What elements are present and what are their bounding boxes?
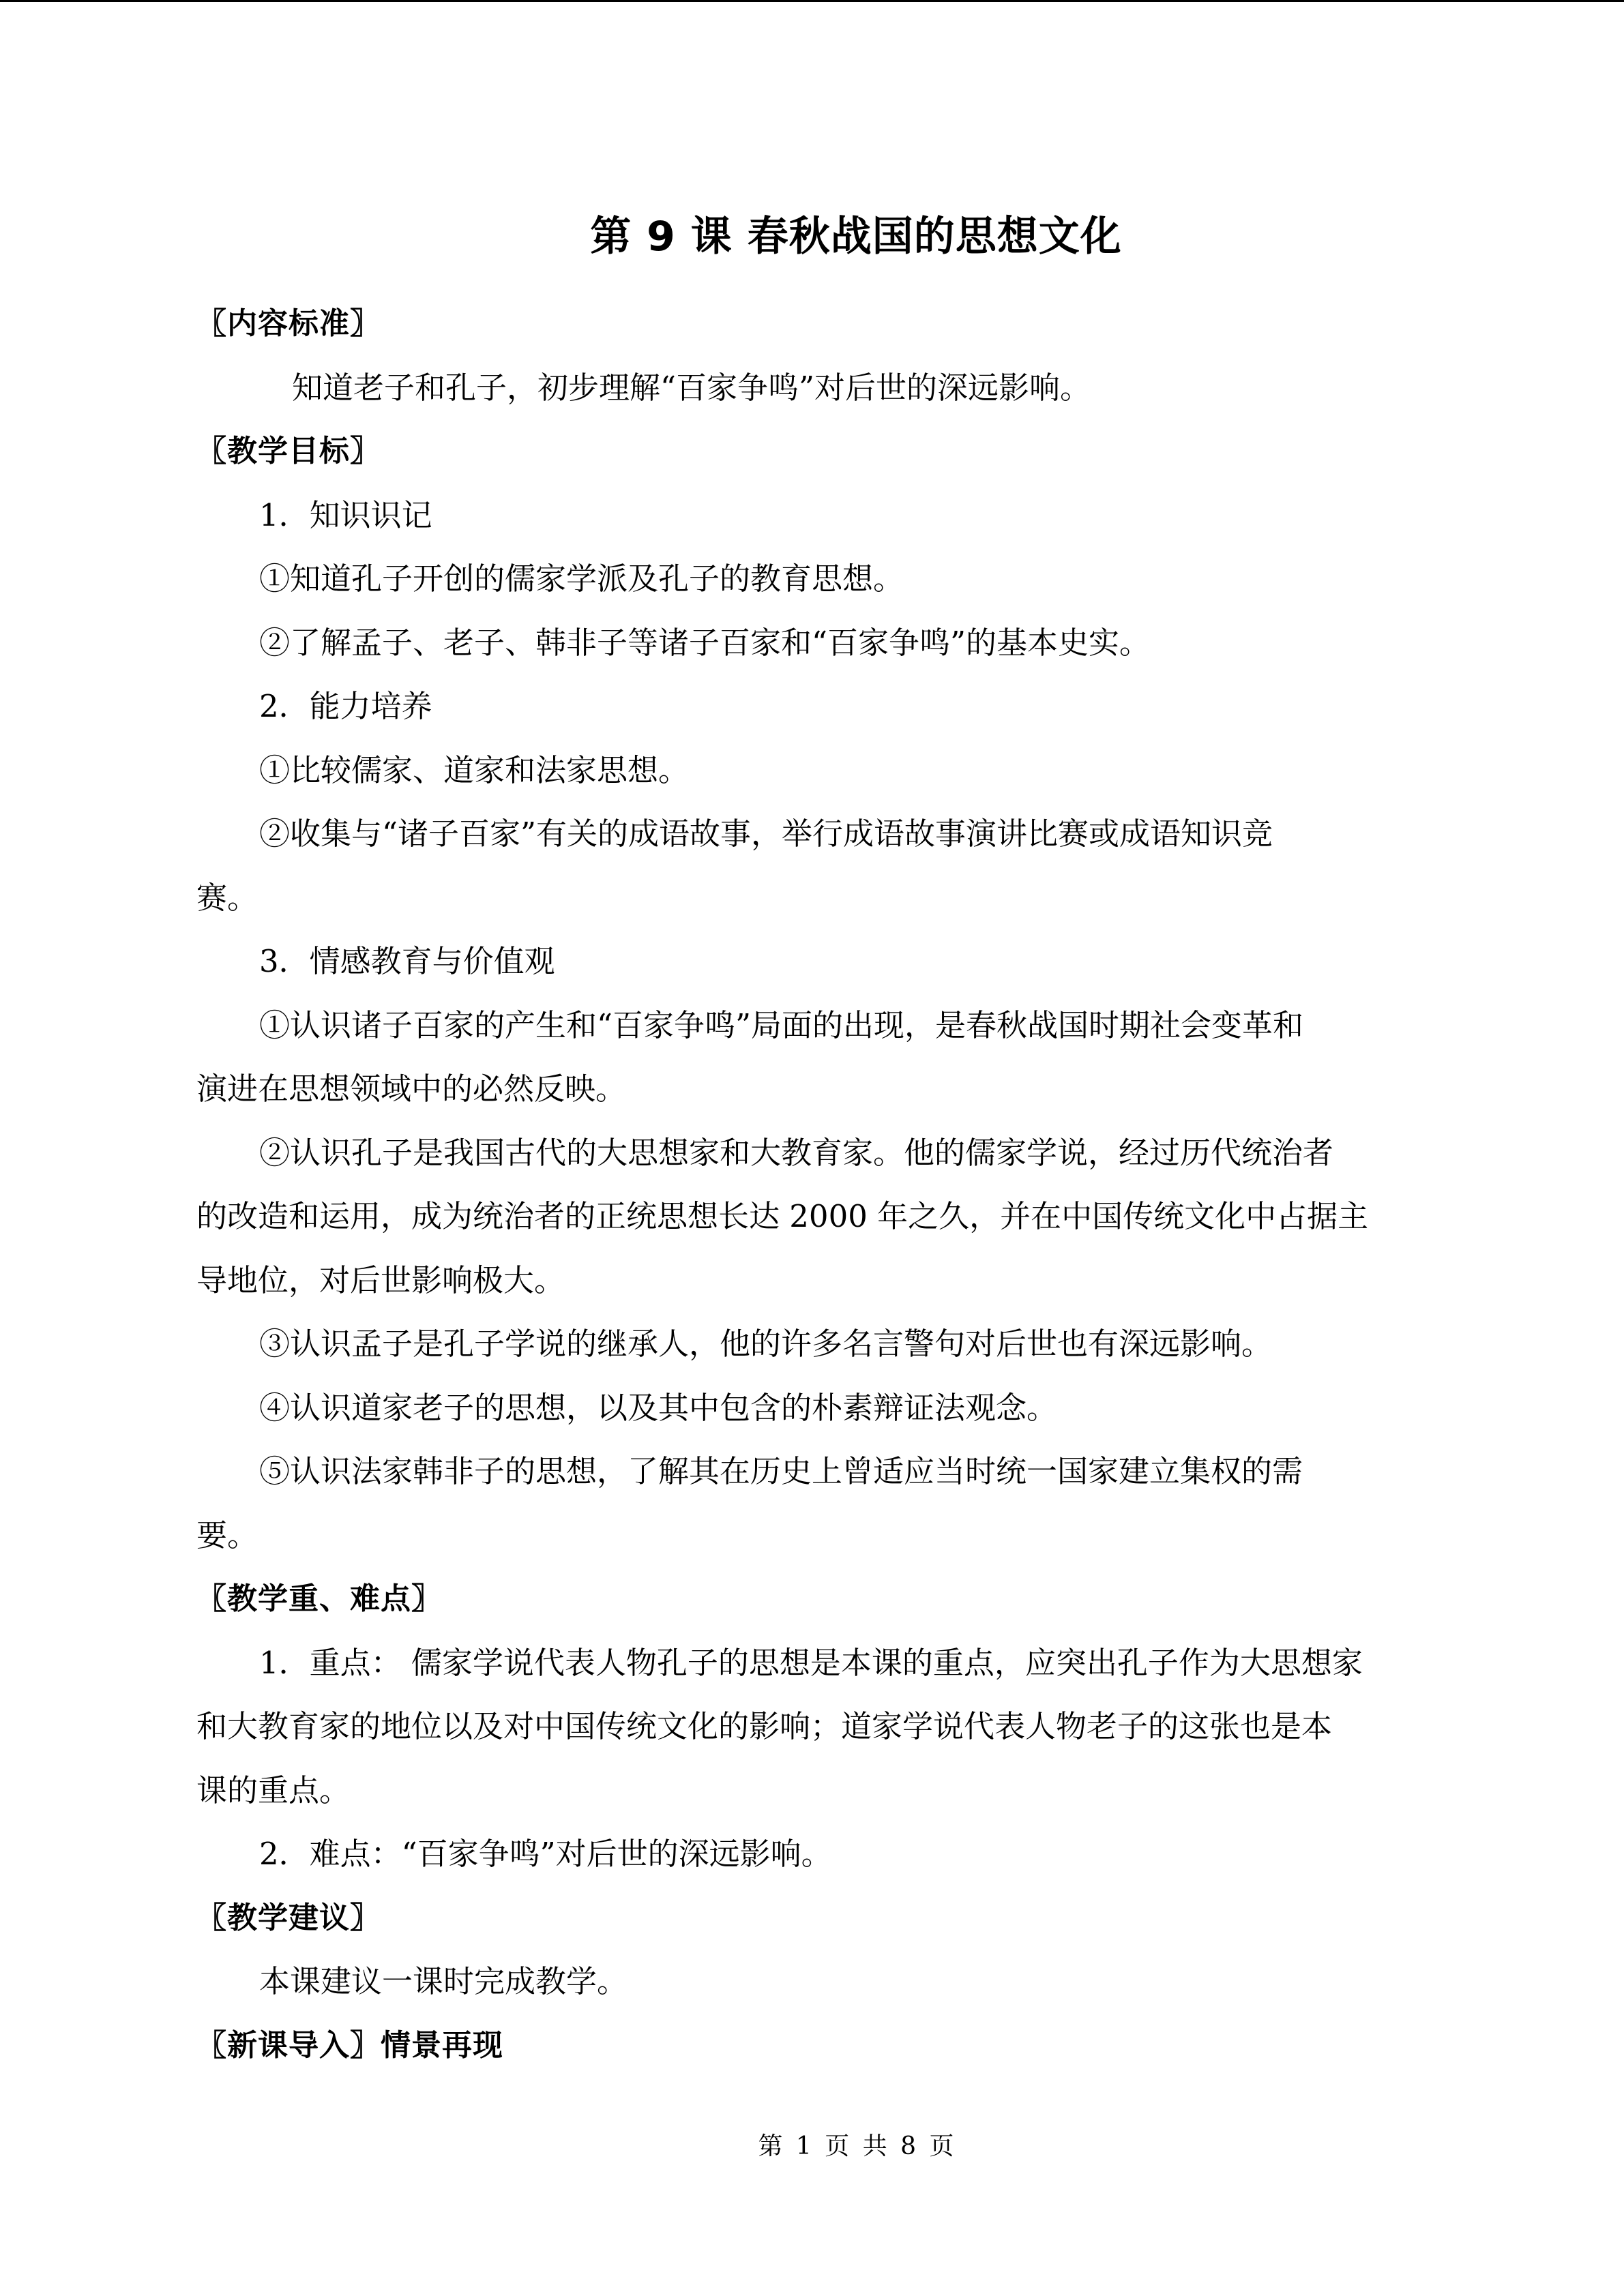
body-text-line: ②了解孟子、老子、韩非子等诸子百家和“百家争鸣”的基本史实。: [259, 624, 1151, 661]
page-footer: 第 1 页 共 8 页: [758, 2132, 954, 2160]
body-text-line: ①知道孔子开创的儒家学派及孔子的教育思想。: [259, 561, 904, 597]
body-text-line: 1．知识识记: [259, 496, 432, 533]
body-text-line: ①比较儒家、道家和法家思想。: [259, 751, 690, 788]
body-text-line: 要。: [196, 1517, 259, 1553]
body-text-line: ②认识孔子是我国古代的大思想家和大教育家。他的儒家学说，经过历代统治者: [259, 1134, 1334, 1171]
section-heading: 〖教学重、难点〗: [196, 1581, 442, 1616]
body-text-line: ⑤认识法家韩非子的思想，了解其在历史上曾适应当时统一国家建立集权的需: [259, 1453, 1303, 1489]
body-text-line: 2．难点：“百家争鸣”对后世的深远影响。: [259, 1836, 832, 1872]
body-text-line: 的改造和运用，成为统治者的正统思想长达 2000 年之久，并在中国传统文化中占据主: [196, 1198, 1369, 1234]
body-text-line: 演进在思想领域中的必然反映。: [196, 1071, 627, 1107]
body-text-line: 赛。: [196, 879, 259, 916]
body-text-line: ③认识孟子是孔子学说的继承人，他的许多名言警句对后世也有深远影响。: [259, 1326, 1273, 1362]
body-text-line: 3．情感教育与价值观: [259, 943, 555, 979]
section-heading: 〖教学目标〗: [196, 434, 381, 468]
section-heading: 〖内容标准〗: [196, 306, 381, 341]
page-title: 第 9 课 春秋战国的思想文化: [590, 213, 1122, 260]
body-text-line: 1．重点： 儒家学说代表人物孔子的思想是本课的重点，应突出孔子作为大思想家: [259, 1644, 1363, 1681]
body-text-line: 知道老子和孔子，初步理解“百家争鸣”对后世的深远影响。: [292, 369, 1091, 406]
document-body: [196, 292, 1438, 2077]
body-text-line: 2．能力培养: [259, 688, 432, 724]
top-border-line: [0, 0, 1624, 2]
section-heading: 〖教学建议〗: [196, 1900, 381, 1935]
body-text-line: 本课建议一课时完成教学。: [259, 1963, 628, 1999]
section-heading: 〖新课导入〗情景再现: [196, 2027, 503, 2063]
body-text-line: 和大教育家的地位以及对中国传统文化的影响；道家学说代表人物老子的这张也是本: [196, 1708, 1333, 1744]
body-text-line: ④认识道家老子的思想，以及其中包含的朴素辩证法观念。: [259, 1389, 1058, 1426]
body-text-line: ①认识诸子百家的产生和“百家争鸣”局面的出现，是春秋战国时期社会变革和: [259, 1007, 1304, 1043]
body-text-line: 导地位，对后世影响极大。: [196, 1262, 565, 1298]
body-text-line: 课的重点。: [196, 1772, 351, 1808]
body-text-line: ②收集与“诸子百家”有关的成语故事，举行成语故事演讲比赛或成语知识竞: [259, 816, 1273, 852]
